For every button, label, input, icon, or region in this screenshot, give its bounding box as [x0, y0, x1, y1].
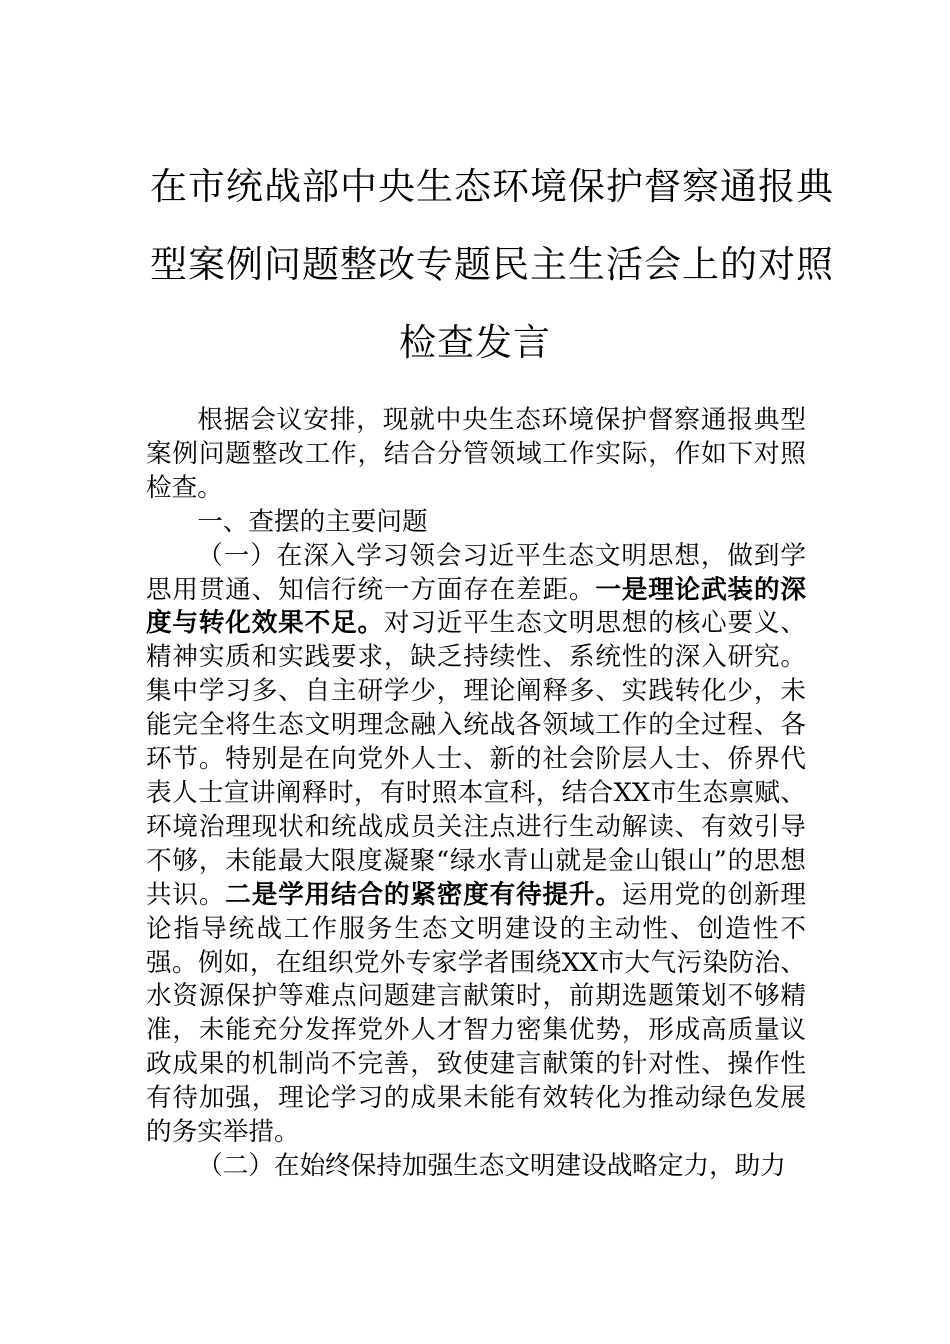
point-2-text: 运用党的创新理论指导统战工作服务生态文明建设的主动性、创造性不强。例如，在组织党外专家学者围绕XX市大气污染防治、水资源保护等难点问题建言献策时，前期选题策划不够精准，未能充分发挥党外人才智力密集优势，形成高质量议政成果的机制尚不完善，致使建言献策的针对性、操作性有待加强，理论学习的成果未能有效转化为推动绿色发展的务实举措。	[146, 879, 806, 1148]
point-1-text: 对习近平生态文明思想的核心要义、精神实质和实践要求，缺乏持续性、系统性的深入研究。集中学习多、自主研学少，理论阐释多、实践转化少，未能完全将生态文明理念融入统战各领域工作的全过程、各环节。特别是在向党外人士、新的社会阶层人士、侨界代表人士宣讲阐释时，有时照本宣科，结合XX市生态禀赋、环境治理现状和统战成员关注点进行生动解读、有效引导不够，未能最大限度凝聚“绿水青山就是金山银山”的思想共识。	[146, 608, 806, 910]
title-line-3: 检查发言	[399, 321, 551, 364]
document-body	[146, 404, 806, 1184]
document-title	[150, 148, 834, 382]
item-1-lead: （一）在深入学习领会习近平生态文明思想，做到学思用贯通、知信行统一方面存在差距。	[146, 540, 806, 605]
point-1-heading: 一是理论武装的深度与转化效果不足。	[146, 574, 806, 639]
point-2-heading: 二是学用结合的紧密度有待提升。	[225, 879, 622, 910]
item-1-paragraph	[146, 540, 806, 1150]
item-2-paragraph: （二）在始终保持加强生态文明建设战略定力，助力	[197, 1150, 786, 1181]
intro-paragraph: 根据会议安排，现就中央生态环境保护督察通报典型案例问题整改工作，结合分管领域工作实际，作如下对照检查。	[146, 405, 806, 503]
title-line-2: 型案例问题整改专题民主生活会上的对照	[150, 243, 834, 286]
title-line-1: 在市统战部中央生态环境保护督察通报典	[150, 165, 834, 208]
section-heading: 一、查摆的主要问题	[197, 506, 428, 537]
